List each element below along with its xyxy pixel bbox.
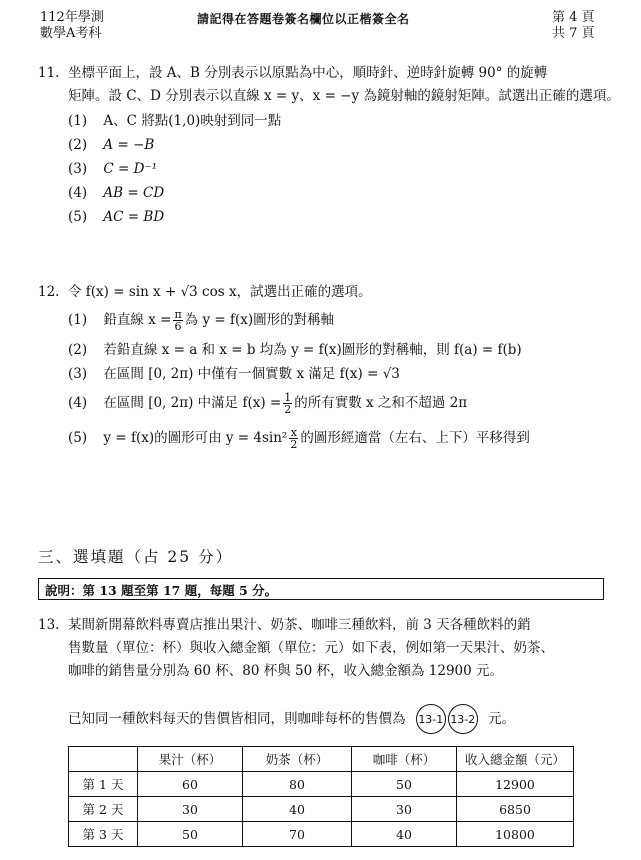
- instructions-box: [38, 578, 604, 600]
- option-text: A = −B: [103, 137, 155, 153]
- option-label: (3): [68, 161, 88, 177]
- q12-option-5: [68, 424, 530, 452]
- q11-stem-line1: 坐標平面上，設 A、B 分別表示以原點為中心，順時針、逆時針旋轉 90° 的旋轉: [68, 65, 548, 81]
- fraction-denominator: 2: [284, 403, 292, 416]
- fraction-denominator: 6: [174, 320, 182, 333]
- table-cell: 30: [352, 797, 457, 822]
- q13-stem-line3: 咖啡的銷售量分別為 60 杯、80 杯與 50 杯，收入總金額為 12900 元。: [68, 663, 504, 679]
- table-cell: 50: [138, 822, 243, 847]
- table-cell: 50: [352, 772, 457, 797]
- exam-year: 112年學測: [40, 10, 104, 25]
- q11-option-2: [68, 134, 154, 156]
- option-text: 若鉛直線 x = a 和 x = b 均為 y = f(x)圖形的對稱軸，則 f(a) = f(b): [103, 342, 522, 358]
- table-row: [69, 822, 574, 847]
- table-cell: 60: [138, 772, 243, 797]
- total-pages: 共 7 頁: [552, 26, 595, 41]
- row-label: 第 3 天: [69, 822, 138, 847]
- q12-option-3: [68, 363, 400, 385]
- option-text: 在區間 [0, 2π) 中僅有一個實數 x 滿足 f(x) = √3: [103, 366, 400, 382]
- option-text-a: y = f(x)的圖形可由 y = 4sin²: [103, 430, 288, 446]
- answer-blank-13-2[interactable]: 13-2: [448, 704, 478, 734]
- row-label: 第 1 天: [69, 772, 138, 797]
- q11-option-4: [68, 182, 164, 204]
- option-text-b: 的圖形經適當（左右、上下）平移得到: [300, 430, 530, 446]
- table-cell: 6850: [457, 797, 574, 822]
- table-cell: 70: [243, 822, 352, 847]
- table-cell: 12900: [457, 772, 574, 797]
- option-label: (5): [68, 430, 88, 446]
- table-cell: 40: [352, 822, 457, 847]
- option-text-a: 鉛直線 x =: [103, 312, 172, 328]
- page-number: 第 4 頁: [552, 10, 595, 25]
- answer-blank-13-1[interactable]: 13-1: [416, 704, 446, 734]
- option-text: AB = CD: [103, 185, 165, 201]
- q12-stem: 令 f(x) = sin x + √3 cos x，試選出正確的選項。: [68, 284, 372, 300]
- answer-unit: 元。: [488, 711, 516, 727]
- table-row: [69, 772, 574, 797]
- q13-stem-line1: 某間新開幕飲料專賣店推出果汁、奶茶、咖啡三種飲料，前 3 天各種飲料的銷: [68, 617, 531, 633]
- sales-table: [68, 746, 574, 847]
- section-title: 三、選填題（占 25 分）: [38, 548, 234, 566]
- q11-option-5: [68, 206, 164, 228]
- option-label: (4): [68, 395, 88, 411]
- q12-option-1: [68, 306, 334, 334]
- option-text: C = D⁻¹: [103, 161, 158, 177]
- option-text-b: 為 y = f(x)圖形的對稱軸: [184, 312, 335, 328]
- option-text: A、C 將點(1,0)映射到同一點: [103, 113, 282, 129]
- option-text-a: 在區間 [0, 2π) 中滿足 f(x) =: [103, 395, 282, 411]
- signature-notice: 請記得在答題卷簽名欄位以正楷簽全名: [197, 12, 410, 26]
- table-row: [69, 797, 574, 822]
- fraction-denominator: 2: [290, 438, 298, 451]
- fraction-numerator: x: [290, 426, 297, 439]
- q13-answer-line: [68, 704, 515, 734]
- row-label: 第 2 天: [69, 797, 138, 822]
- option-label: (5): [68, 209, 88, 225]
- table-header-row: [69, 747, 574, 772]
- fraction-numerator: 1: [284, 391, 292, 404]
- q13-number: 13.: [38, 617, 60, 633]
- option-label: (4): [68, 185, 88, 201]
- q11-option-1: [68, 110, 281, 132]
- q11-number: 11.: [38, 65, 60, 81]
- option-label: (3): [68, 366, 88, 382]
- q13-stem-line2: 售數量（單位：杯）與收入總金額（單位：元）如下表，例如第一天果汁、奶茶、: [68, 640, 554, 656]
- option-text: AC = BD: [103, 209, 165, 225]
- table-cell: 80: [243, 772, 352, 797]
- instructions-text: 說明：第 13 題至第 17 題，每題 5 分。: [45, 583, 278, 598]
- q11-option-3: [68, 158, 157, 180]
- subject-name: 數學A考科: [40, 26, 102, 41]
- option-label: (2): [68, 137, 88, 153]
- fraction: [173, 309, 182, 332]
- q11-stem-line2: 矩陣。設 C、D 分別表示以直線 x = y、x = −y 為鏡射軸的鏡射矩陣。試選出正確的選項。: [68, 88, 620, 104]
- q12-option-4: [68, 389, 467, 417]
- table-header-cell: 奶茶（杯）: [243, 747, 352, 772]
- fraction: [283, 392, 292, 415]
- table-header-cell: [69, 747, 138, 772]
- option-label: (1): [68, 113, 88, 129]
- option-label: (1): [68, 312, 88, 328]
- table-cell: 40: [243, 797, 352, 822]
- table-header-cell: 收入總金額（元）: [457, 747, 574, 772]
- option-label: (2): [68, 342, 88, 358]
- table-cell: 30: [138, 797, 243, 822]
- option-text-b: 的所有實數 x 之和不超過 2π: [294, 395, 468, 411]
- fraction-numerator: π: [174, 308, 182, 321]
- table-cell: 10800: [457, 822, 574, 847]
- table-header-cell: 果汁（杯）: [138, 747, 243, 772]
- fraction: [289, 427, 298, 450]
- answer-prompt: 已知同一種飲料每天的售價皆相同，則咖啡每杯的售價為: [68, 711, 406, 727]
- q12-option-2: [68, 339, 522, 361]
- q12-number: 12.: [38, 284, 60, 300]
- table-header-cell: 咖啡（杯）: [352, 747, 457, 772]
